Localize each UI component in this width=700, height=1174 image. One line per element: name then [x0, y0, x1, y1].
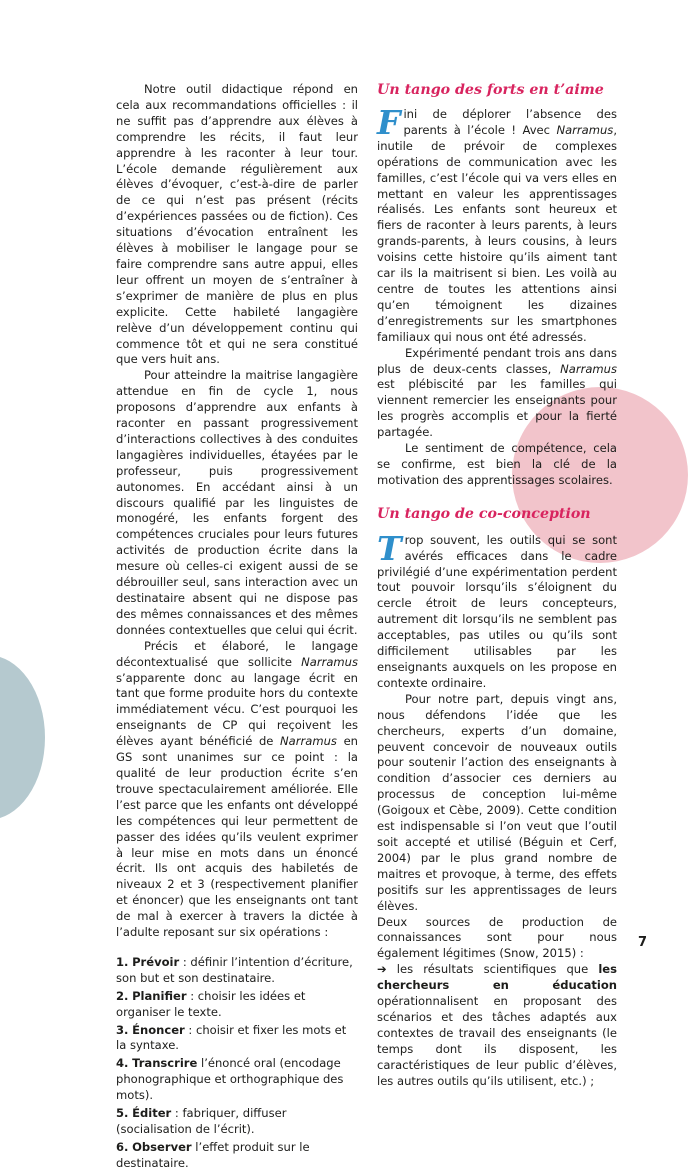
writing-steps-list [116, 955, 358, 1172]
narramus-title: Narramus [560, 361, 617, 376]
drop-cap: F [377, 103, 401, 142]
arrow-icon: ➔ [377, 962, 387, 977]
bullet-item: ➔ les résultats scientifiques que les chercheurs en éducation opérationnalisent en proposant des scénarios et des tâches adaptés aux contextes de travail des enseignants (le temps dont ils disposent, les caractéristiques de leur public d’élèves, les autres outils qu’ils utilisent, etc.) ; [377, 962, 617, 1088]
list-item: 4. Transcrire l’énoncé oral (encodage phonographique et orthographique des mots). [116, 1056, 344, 1103]
decorative-blue-shape [0, 655, 45, 820]
page-number: 7 [638, 935, 648, 950]
narramus-title: Narramus [301, 654, 358, 669]
narramus-title: Narramus [556, 122, 614, 137]
drop-cap: T [377, 528, 402, 568]
paragraph: Le sentiment de compétence, cela se confirme, est bien la clé de la motivation des apprentissages scolaires. [377, 441, 617, 487]
paragraph: Expérimenté pendant trois ans dans plus de deux-cents classes, Narramus est plébiscité par les familles qui viennent remercier les enseignants pour les progrès accomplis et pour la fierté partagée. [377, 345, 617, 440]
list-item: 5. Éditer : fabriquer, diffuser (socialisation de l’écrit). [116, 1106, 287, 1136]
left-column [116, 82, 358, 1174]
paragraph: Notre outil didactique répond en cela aux recommandations officielles : il ne suffit pas d’apprendre aux élèves à comprendre les récits, il faut leur apprendre à les raconter à leur tour. L’école demande régulièrement aux élèves d’évoquer, c’est-à-dire de parler de ce qui n’est pas présent (récits d’expériences passées ou de fiction). Ces situations d’évocation entraînent les élèves à mobiliser le langage pour se faire comprendre sans autre appui, elles leur offrent un moyen de s’entraîner à s’exprimer de manière de plus en plus explicite. Cette habileté langagière relève d’un développement continu qui commence tôt et qui ne sera constitué que vers huit ans. [116, 82, 358, 367]
paragraph: Fini de déplorer l’absence des parents à l’école ! Avec Narramus, inutile de prévoir de complexes opérations de communication avec les familles, c’est l’école qui va vers elles en mettant en valeur les apprentissages réalisés. Les enfants sont heureux et fiers de raconter à leurs parents, à leurs grands-parents, à leurs cousins, à leurs voisins cette histoire qu’ils aiment tant car ils la maitrisent si bien. Les voilà au centre de toutes les attentions ainsi qu’en témoignent les dizaines d’enregistrements sur les smartphones familiaux qui nous ont été adressés. [377, 103, 617, 344]
paragraph: Trop souvent, les outils qui se sont avérés efficaces dans le cadre privilégié d’une expérimentation perdent tout pouvoir lorsqu’ils s’éloignent du cercle étroit de leurs concepteurs, autrement dit lorsqu’ils ne semblent pas acceptables, pas utiles ou qu’ils sont difficilement utilisables par les enseignants auxquels on les propose en contexte ordinaire. [377, 528, 617, 690]
list-item: 3. Énoncer : choisir et fixer les mots et la syntaxe. [116, 1022, 347, 1053]
section-heading: Un tango des forts en t’aime [377, 82, 604, 98]
paragraph: Pour notre part, depuis vingt ans, nous défendons l’idée que les chercheurs, experts d’un domaine, peuvent concevoir de nouveaux outils pour soutenir l’action des enseignants à condition d’associer ces derniers au processus de conception lui-même (Goigoux et Cèbe, 2009). Cette condition est indispensable si l’on veut que l’outil soit accepté et utilisé (Béguin et Cerf, 2004) par le plus grand nombre de maitres et provoque, à terme, des effets positifs sur les apprentissages de leurs élèves. [377, 691, 617, 913]
right-column [377, 82, 617, 1089]
paragraph: Deux sources de production de connaissances sont pour nous également légitimes (Snow, 2015) : [377, 914, 617, 961]
list-item: 6. Observer l’effet produit sur le destinataire. [116, 1139, 310, 1170]
section-heading: Un tango de co-conception [377, 505, 591, 522]
paragraph: Précis et élaboré, le langage décontextualisé que sollicite Narramus s’apparente donc au langage écrit en tant que forme produite hors du contexte immédiatement vécu. C’est pourquoi les enseignants de CP qui reçoivent les élèves ayant bénéficié de Narramus en GS sont unanimes sur ce point : la qualité de leur production écrite s’en trouve spectaculairement améliorée. Elle l’est parce que les enfants ont développé les compétences qui leur permettent de passer des idées qu’ils veulent exprimer à leur mise en mots dans un énoncé écrit. Ils ont acquis des habiletés de niveaux 2 et 3 (respectivement planifier et énoncer) que les enseignants ont tant de mal à exercer à travers la dictée à l’adulte reposant sur six opérations : [116, 638, 358, 940]
paragraph: Pour atteindre la maitrise langagière attendue en fin de cycle 1, nous proposons d’apprendre aux enfants à raconter en passant progressivement d’interactions collectives à des conduites langagières individuelles, étayées par le professeur, puis progressivement autonomes. En accédant ainsi à un discours qualifié par les linguistes de monogéré, les enfants forgent des compétences cruciales pour leurs futures activités de production écrite dans la mesure où celles-ci exigent aussi de se débrouiller seul, sans interaction avec un destinataire absent qui ne dispose pas des mêmes connaissances et des mêmes données contextuelles que celui qui écrit. [116, 368, 358, 637]
list-item: 1. Prévoir : définir l’intention d’écriture, son but et son destinataire. [116, 954, 353, 985]
list-item: 2. Planifier : choisir les idées et organiser le texte. [116, 988, 306, 1019]
narramus-title: Narramus [280, 734, 337, 749]
